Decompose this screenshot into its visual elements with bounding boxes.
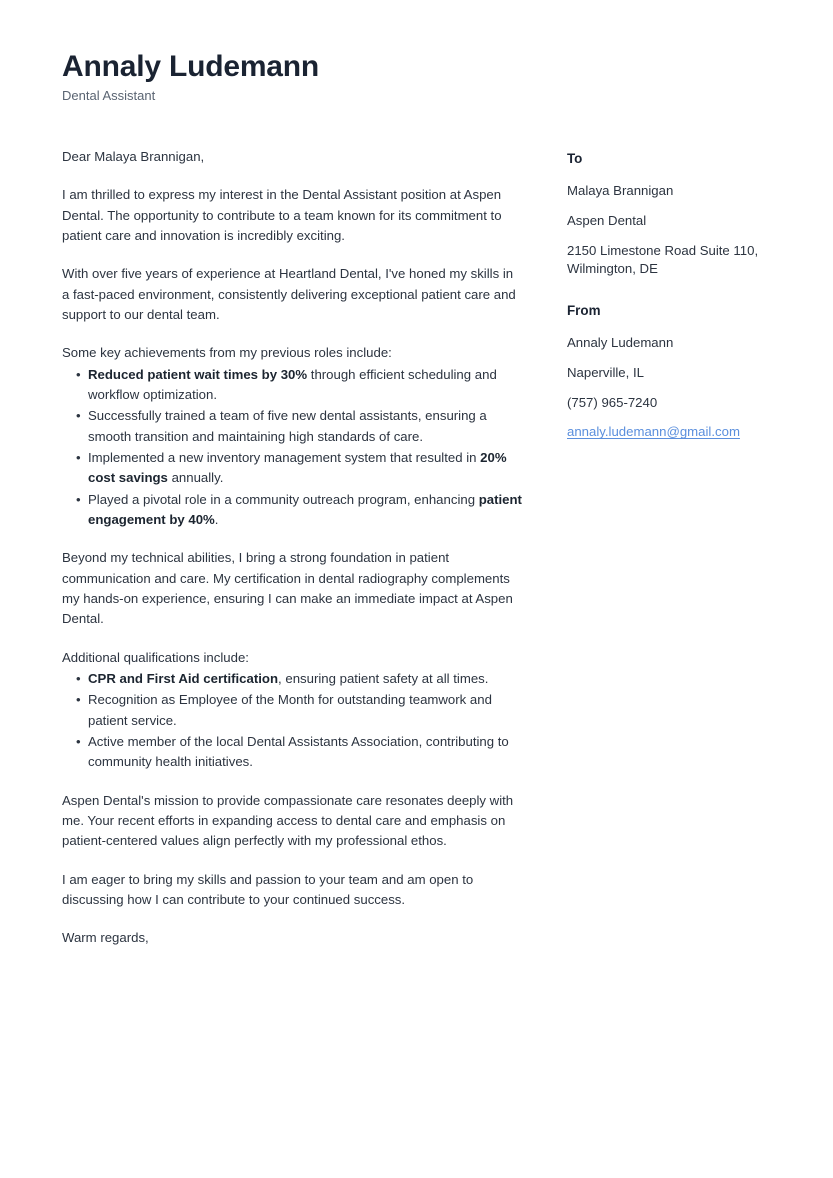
list-item-text: Played a pivotal role in a community outreach program, enhancing	[88, 491, 479, 507]
recipient-address: 2150 Limestone Road Suite 110, Wilmington, DE	[567, 242, 759, 277]
list-item	[88, 365, 522, 406]
applicant-name: Annaly Ludemann	[62, 50, 320, 83]
list-item-text: Implemented a new inventory management system that resulted in	[88, 449, 481, 465]
paragraph-5: I am eager to bring my skills and passion to your team and am open to discussing how I can contribute to your continued success.	[62, 871, 474, 907]
closing-signoff: Warm regards,	[62, 930, 149, 946]
list-item-tail: .	[214, 511, 219, 527]
list-item	[88, 690, 522, 731]
sender-location: Naperville, IL	[567, 364, 644, 380]
paragraph-4: Aspen Dental's mission to provide compassionate care resonates deeply with me. Your recent efforts in expanding access to dental care and emphasis on patient-centered values align perfectly with my professional ethos.	[62, 792, 514, 849]
letter-header	[62, 50, 662, 103]
sender-email-link[interactable]: annaly.ludemann@gmail.com	[567, 424, 740, 440]
salutation: Dear Malaya Brannigan,	[62, 149, 205, 164]
contact-sidebar	[567, 149, 797, 464]
recipient-company: Aspen Dental	[567, 212, 647, 228]
list-item	[88, 669, 522, 689]
from-block	[567, 301, 797, 442]
list-item	[88, 490, 522, 531]
to-heading: To	[567, 151, 583, 166]
sender-phone: (757) 965-7240	[567, 394, 658, 410]
paragraph-1: I am thrilled to express my interest in the Dental Assistant position at Aspen Dental. The opportunity to contribute to a team known for its commitment to patient care and innovation is incredibly exciting.	[62, 187, 502, 243]
applicant-job-title: Dental Assistant	[62, 87, 156, 103]
letter-body	[62, 147, 522, 967]
sender-name: Annaly Ludemann	[567, 335, 674, 351]
list-item-text: Successfully trained a team of five new dental assistants, ensuring a smooth transition and maintaining high standards of care.	[88, 408, 487, 444]
sender-email-line	[567, 423, 797, 442]
list-item	[88, 448, 522, 489]
list-item-text: , ensuring patient safety at all times.	[278, 670, 489, 686]
list-item-tail: annually.	[167, 470, 224, 486]
list-item-bold: Reduced patient wait times by 30%	[88, 366, 308, 382]
paragraph-2: With over five years of experience at Heartland Dental, I've honed my skills in a fast-paced environment, consistently delivering exceptional patient care and support to our dental team.	[62, 266, 516, 322]
to-block	[567, 149, 797, 279]
list-item-text: through efficient scheduling and workflow optimization.	[88, 366, 497, 402]
list-item-text: Recognition as Employee of the Month for outstanding teamwork and patient service.	[88, 692, 492, 728]
list-item-bold: 20% cost savings	[88, 449, 507, 486]
from-heading: From	[567, 303, 601, 319]
list-item	[88, 732, 522, 773]
list-item-text: Active member of the local Dental Assistants Association, contributing to community health initiatives.	[88, 733, 509, 770]
list-item	[88, 406, 522, 447]
achievements-list	[62, 365, 522, 531]
list-item-bold: CPR and First Aid certification	[88, 670, 279, 686]
qualifications-list	[62, 669, 522, 773]
recipient-name: Malaya Brannigan	[567, 183, 674, 199]
qualifications-intro: Additional qualifications include:	[62, 649, 249, 665]
achievements-intro: Some key achievements from my previous roles include:	[62, 345, 392, 361]
list-item-bold: patient engagement by 40%	[88, 491, 522, 527]
paragraph-3: Beyond my technical abilities, I bring a strong foundation in patient communication and care. My certification in dental radiography complements my hands-on experience, ensuring I can make an immediate impact at Aspen Dental.	[62, 550, 513, 627]
